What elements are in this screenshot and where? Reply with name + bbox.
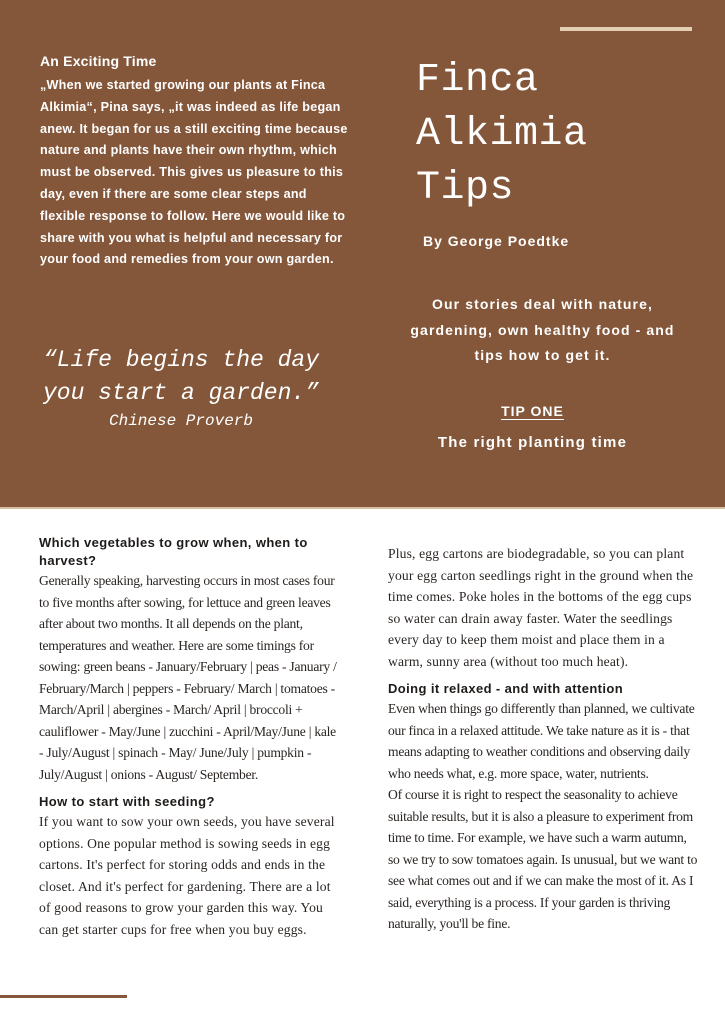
section-body: If you want to sow your own seeds, you have several options. One popular method is sowing seeds in egg cartons. It's perfect for storing odds and ends in the closet. And it's perfect for gardening. There are a lot of good reasons to grow your garden this way. You can get starter cups for free when you buy eggs. [39,814,335,937]
tip-title: The right planting time [437,434,628,451]
quote-source: Chinese Proverb [108,412,254,430]
intro-body: „When we started growing our plants at Finca Alkimia“, Pina says, „it was indeed as life began anew. It began for us a still exciting time because nature and plants have their own rhythm, which must be observed. This gives us pleasure to this day, even if there are some clear steps and flexible response to follow. Here we would like to share with you what is helpful and necessary for your food and remedies from your own garden. [40,78,348,267]
intro-title: An Exciting Time [40,53,157,69]
section-body-continued: Of course it is right to respect the seasonality to achieve suitable results, but it is also a pleasure to experiment from time to time. For example, we have such a warm autumn, so we try to sow tomatoes again. Is unusual, but we want to see what comes out and if we can make the most of it. As I said, everything is a process. If your garden is thriving naturally, you'll be fine. [388,787,698,931]
decorative-top-rule [560,27,692,31]
page-title [416,54,588,216]
tip-label: TIP ONE [501,403,564,419]
title-line-3: Tips [416,166,515,211]
quote-block [40,344,322,433]
title-line-1: Finca [416,58,539,103]
section-heading: Which vegetables to grow when, when to harvest? [39,535,308,568]
article-right-column [388,543,698,935]
quote-text: “Life begins the day you start a garden.” [42,347,320,406]
section-body: Even when things go differently than planned, we cultivate our finca in a relaxed attitude. We take nature as it is - that means adapting to weather conditions and observing daily who needs what, e.g. more space, water, nutrients. [388,701,695,781]
title-line-2: Alkimia [416,112,588,157]
section-heading: How to start with seeding? [39,794,215,809]
section-heading: Doing it relaxed - and with attention [388,681,624,696]
decorative-bottom-rule [0,995,127,998]
section-body: Generally speaking, harvesting occurs in most cases four to five months after sowing, for lettuce and green leaves after about two months. It all depends on the plant, temperatures and weather. Here are some timings for sowing: green beans - January/February | peas - January / February/March | peppers - February/ March | tomatoes - March/April | abergines - March/ April | broccoli + cauliflower - May/June | zucchini - April/May/June | kale - July/August | spinach - May/ June/July | pumpkin - July/August | onions - August/ September. [39,573,337,782]
byline: By George Poedtke [423,233,570,249]
intro-block [40,51,350,271]
section-body: Plus, egg cartons are biodegradable, so you can plant your egg carton seedlings right in the ground when the time comes. Poke holes in the bottoms of the egg cups so water can drain away faster. Water the seedlings every day to keep them moist and place them in a warm, sunny area (without too much heat). [388,546,694,669]
article-left-column [39,534,339,940]
header-banner [0,0,725,509]
tagline: Our stories deal with nature, gardening, own healthy food - and tips how to get it. [410,296,675,363]
